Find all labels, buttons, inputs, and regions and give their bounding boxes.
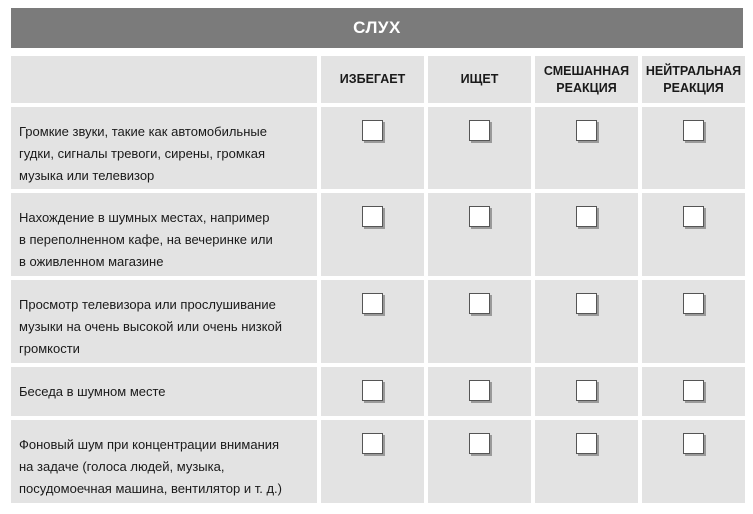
answer-cell <box>428 420 531 503</box>
answer-cell <box>321 193 424 276</box>
checkbox-neutral[interactable] <box>683 206 704 227</box>
question-cell <box>11 367 317 416</box>
column-header-seeks: ИЩЕТ <box>428 56 531 103</box>
checkbox-seeks[interactable] <box>469 206 490 227</box>
answer-cell <box>535 193 638 276</box>
question-text: Просмотр телевизора или прослушивание музыки на очень высокой или очень низкой громкости <box>19 297 283 356</box>
question-text: Беседа в шумном месте <box>19 384 166 399</box>
column-header-mixed: СМЕШАННАЯ РЕАКЦИЯ <box>535 56 638 103</box>
answer-cell <box>321 107 424 189</box>
answer-cell <box>428 107 531 189</box>
checkbox-seeks[interactable] <box>469 433 490 454</box>
answer-cell <box>535 107 638 189</box>
question-text: Фоновый шум при концентрации внимания на задаче (голоса людей, музыка, посудомоечная машина, вентилятор и т. д.) <box>19 437 282 496</box>
column-header-avoids: ИЗБЕГАЕТ <box>321 56 424 103</box>
question-cell <box>11 420 317 503</box>
answer-cell <box>535 420 638 503</box>
checkbox-neutral[interactable] <box>683 120 704 141</box>
answer-cell <box>428 280 531 363</box>
answer-cell <box>321 367 424 416</box>
checkbox-avoids[interactable] <box>362 206 383 227</box>
checkbox-avoids[interactable] <box>362 293 383 314</box>
answer-cell <box>535 367 638 416</box>
question-text: Громкие звуки, такие как автомобильные гудки, сигналы тревоги, сирены, громкая музыка или телевизор <box>19 124 267 183</box>
question-cell <box>11 107 317 189</box>
sensory-checklist <box>11 8 743 503</box>
checkbox-avoids[interactable] <box>362 433 383 454</box>
section-title: СЛУХ <box>353 18 401 37</box>
checkbox-avoids[interactable] <box>362 380 383 401</box>
column-header-neutral: НЕЙТРАЛЬНАЯ РЕАКЦИЯ <box>642 56 745 103</box>
answer-cell <box>428 367 531 416</box>
answer-cell <box>428 193 531 276</box>
answer-cell <box>321 280 424 363</box>
checkbox-mixed[interactable] <box>576 433 597 454</box>
answer-cell <box>321 420 424 503</box>
checkbox-neutral[interactable] <box>683 433 704 454</box>
answer-cell <box>642 280 745 363</box>
checkbox-seeks[interactable] <box>469 380 490 401</box>
answer-cell <box>642 193 745 276</box>
checkbox-mixed[interactable] <box>576 120 597 141</box>
checkbox-mixed[interactable] <box>576 293 597 314</box>
answer-cell <box>642 420 745 503</box>
checkbox-neutral[interactable] <box>683 293 704 314</box>
checkbox-seeks[interactable] <box>469 293 490 314</box>
answer-cell <box>535 280 638 363</box>
checkbox-mixed[interactable] <box>576 380 597 401</box>
checkbox-avoids[interactable] <box>362 120 383 141</box>
answer-cell <box>642 107 745 189</box>
checkbox-seeks[interactable] <box>469 120 490 141</box>
checkbox-mixed[interactable] <box>576 206 597 227</box>
checklist-table <box>11 56 743 503</box>
answer-cell <box>642 367 745 416</box>
question-cell <box>11 280 317 363</box>
section-title-bar <box>11 8 743 48</box>
checkbox-neutral[interactable] <box>683 380 704 401</box>
question-cell <box>11 193 317 276</box>
header-empty-cell <box>11 56 317 103</box>
question-text: Нахождение в шумных местах, например в переполненном кафе, на вечеринке или в оживленном магазине <box>19 210 273 269</box>
